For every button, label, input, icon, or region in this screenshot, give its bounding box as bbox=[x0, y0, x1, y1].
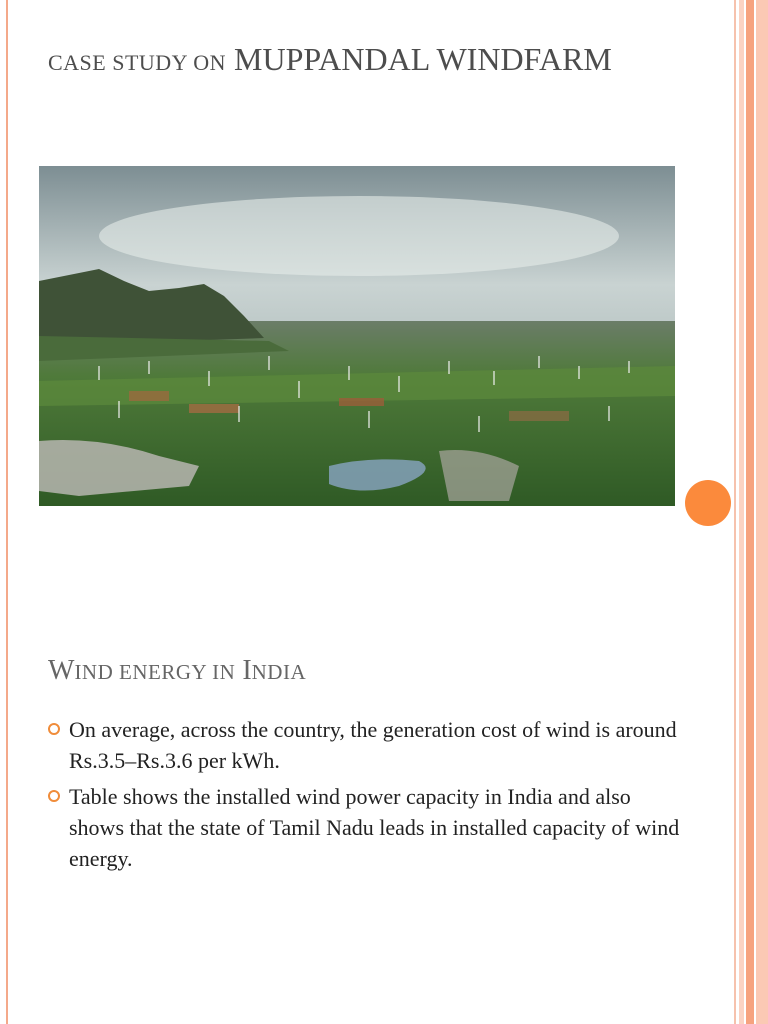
windfarm-photo bbox=[39, 166, 675, 506]
bullet-circle-icon bbox=[48, 790, 60, 802]
left-border-rule bbox=[6, 0, 8, 1024]
section-title bbox=[48, 655, 306, 687]
bullet-text: Table shows the installed wind power capacity in India and also shows that the state of Tamil Nadu leads in installed capacity of wind energy. bbox=[69, 784, 680, 871]
title-initial: W bbox=[48, 655, 75, 686]
title-initial: I bbox=[242, 655, 252, 686]
title-word: IND ENERGY IN bbox=[74, 660, 236, 684]
slide-divider-dot bbox=[685, 480, 731, 526]
bullet-item bbox=[48, 781, 688, 874]
right-stripe bbox=[734, 0, 736, 1024]
bullet-item bbox=[48, 714, 688, 776]
right-stripe bbox=[756, 0, 768, 1024]
slide-title bbox=[48, 40, 668, 82]
right-stripe bbox=[746, 0, 754, 1024]
bullet-list bbox=[48, 714, 688, 879]
title-prefix: CASE STUDY ON bbox=[48, 50, 227, 75]
title-word: NDIA bbox=[251, 660, 307, 684]
bullet-text: On average, across the country, the generation cost of wind is around Rs.3.5–Rs.3.6 per kWh. bbox=[69, 717, 677, 773]
right-stripe bbox=[739, 0, 744, 1024]
bullet-circle-icon bbox=[48, 723, 60, 735]
title-main: MUPPANDAL WINDFARM bbox=[234, 41, 612, 77]
